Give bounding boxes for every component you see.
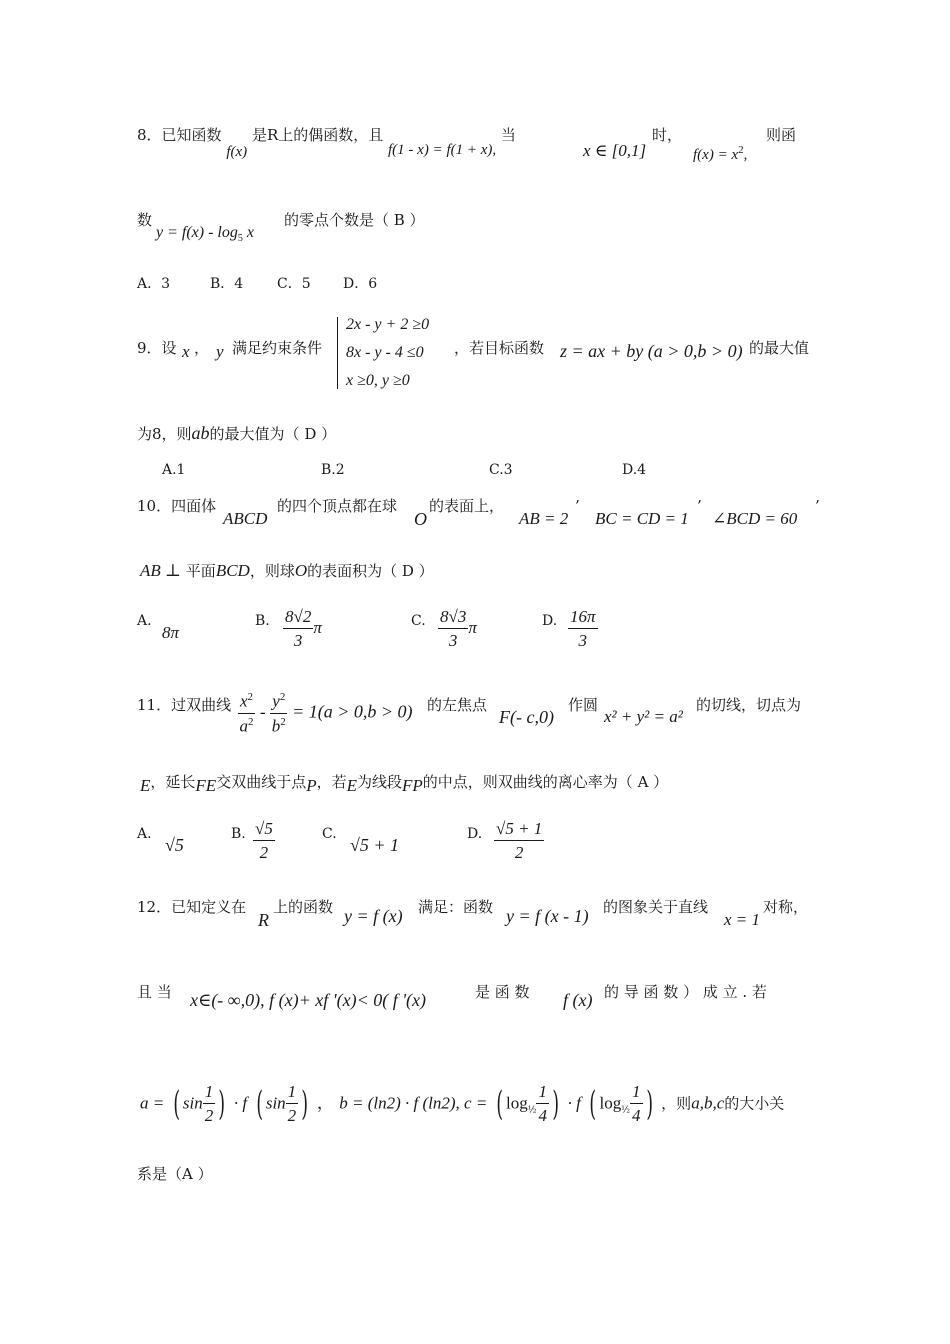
q11-option-a: √5 [165,835,184,855]
q11-option-c: √5 + 1 [350,835,400,855]
q8-text-when: 时， [652,126,683,144]
q12-line4: 系是（A ） [137,1165,213,1183]
q10-option-d-label: D. [542,613,558,629]
q9-text: 的最大值 [749,339,810,357]
q11-option-b: $\frac{√5}{2}$ [255,819,273,862]
q9-option-d: D.4 [622,462,647,478]
q8-text: 则函 [766,126,797,144]
q11-option-b-label: B. [231,826,246,842]
q10-text: 的表面上， [429,497,505,515]
constraint-2: 8x - y - 4 ≤0 [346,344,424,361]
q9-option-c: C.3 [489,462,513,478]
q8-option-c: C．5 [277,276,311,292]
q10-label: 10．四面体 [137,497,217,515]
q12-line2-label: 且 当 [137,983,172,1001]
q10-option-b-label: B. [255,613,270,629]
q8-condition: f(1 - x) = f(1 + x), [388,142,497,158]
q10-sep: ’ [815,497,820,515]
q10-abcd: ABCD [223,509,268,528]
q12-text: 是 函 数 [475,983,530,1001]
q10-sep: ’ [575,497,580,515]
q10-bc: BC = CD = 1 [595,509,689,528]
q8-function: $y = f(x) - \log_5 x$ [156,224,254,245]
q8-fx-eq: $f(x) = x^2$, [693,144,748,163]
q9-option-b: B.2 [321,462,345,478]
q12-yf1: y = f (x - 1) [506,906,589,926]
q9-var-y: y [216,342,224,361]
q12-condition: x∈(- ∞,0), f (x)+ xf '(x)< 0( f '(x) [190,990,427,1010]
q12-text: 满足：函数 [418,898,494,916]
q10-option-b: $\frac{8√2}{3}$ π [285,607,322,650]
q9-label: 9．设 [137,339,177,357]
q8-fx: f(x) [226,144,248,160]
q11-text: 作圆 [568,696,599,714]
q11-text: 的左焦点 [427,696,488,714]
q11-hyperbola: $\frac{x^2}{a^2}$ - $\frac{y^2}{b^2}$ = 1(a > 0,b > 0) [239,691,413,736]
q8-line2-label: 数 [137,211,153,229]
q12-text: 上的函数 [273,898,334,916]
q8-option-d: D．6 [343,276,378,292]
q11-label: 11．过双曲线 [137,696,232,714]
q12-text: 的图象关于直线 [603,898,709,916]
q11-line2: E，延长FE交双曲线于点P，若E为线段FP的中点，则双曲线的离心率为（ A ） [140,773,669,795]
q10-option-a: 8π [162,623,180,642]
q11-option-d: $\frac{√5 + 1}{2}$ [496,819,543,862]
q12-r: R [258,910,269,930]
q9-text: ，若目标函数 [454,339,545,357]
q10-line2: AB ⊥ 平面BCD，则球O的表面积为（ D ） [140,561,434,580]
constraint-brace [337,317,344,389]
q11-option-d-label: D. [467,826,483,842]
q8-text: 当 [500,126,516,144]
q10-sep: ’ [697,497,702,515]
q8-option-b: B．4 [210,276,244,292]
q10-ab: AB = 2 [519,509,569,528]
constraint-3: x ≥0, y ≥0 [346,372,410,389]
q12-fx: f (x) [563,990,593,1010]
q8-line1 [137,126,516,160]
q9-line2: 为8，则ab的最大值为（ D ） [137,423,337,443]
q12-label: 12．已知定义在 [137,898,247,916]
q10-option-c: $\frac{8√3}{3}$ π [440,607,477,650]
constraint-1: 2x - y + 2 ≥0 [346,316,430,333]
q10-o: O [414,509,427,529]
q11-focus: F(- c,0) [499,707,554,727]
q8-text: 8．已知函数 [137,126,222,144]
q12-text: 的 导 函 数 ） 成 立 . 若 [604,983,767,1001]
q12-line3: a = ( sin $\frac{1}{2}$ ) · f ( sin $\frac{1}{2}$ ) ， b = (ln2) · f (ln2), c = ( $\log_{\frac{1}{2}}$ $\frac{1}{4}$ ) · f ( $\log_{\frac{1}{2}}$ $\frac{1}{4}$ ) ，则a,b,c的大小关 [140,1082,785,1125]
q11-circle: x² + y² = a² [604,707,683,726]
q12-text: 对称， [763,898,809,916]
q9-comma: ， [194,339,210,357]
q12-x1: x = 1 [724,910,761,929]
q10-angle: ∠BCD = 60 [712,509,798,528]
q8-interval: x ∈ [0,1] [583,141,647,160]
q11-option-a-label: A. [137,826,152,842]
q12-yf: y = f (x) [344,906,403,926]
q8-question: 的零点个数是（ B ） [284,211,425,229]
q9-var-x: x [182,342,190,361]
q8-option-a: A．3 [137,276,171,292]
q9-text: 满足约束条件 [232,339,323,357]
q8-text: 是R上的偶函数，且 [251,126,384,144]
q10-option-a-label: A. [137,613,152,629]
q10-option-d: $\frac{16\pi}{3}$ [570,607,596,650]
q10-option-c-label: C. [411,613,426,629]
q9-objective: z = ax + by (a > 0,b > 0) [560,341,743,361]
q10-text: 的四个顶点都在球 [277,497,398,515]
q11-option-c-label: C. [322,826,337,842]
q11-text: 的切线，切点为 [696,696,802,714]
q9-option-a: A.1 [162,462,186,478]
